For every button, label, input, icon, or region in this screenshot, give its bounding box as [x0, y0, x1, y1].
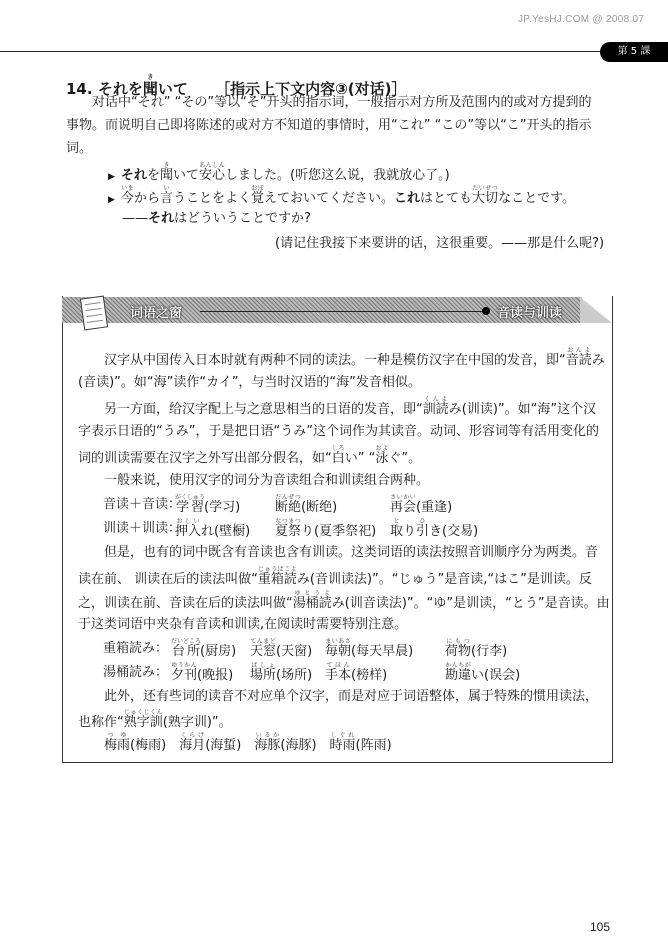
furigana: さいかい: [390, 494, 417, 501]
furigana: い: [159, 185, 173, 192]
reading-combination-row: [103, 494, 603, 516]
text-run: 也称作“: [78, 715, 124, 730]
ruby-word: 重箱読じゅうばこよ: [257, 566, 297, 587]
text-run: (熟字训)”。: [162, 715, 232, 730]
box-paragraph-line: [78, 590, 610, 612]
text-run: (学习): [204, 500, 241, 515]
box-title: 词语之窗: [130, 306, 183, 321]
mixed-reading-row: [103, 638, 603, 660]
furigana: だいどころ: [171, 638, 202, 645]
ruby-word: 梅雨つゆ: [104, 732, 131, 753]
text-run: 读在前、 训读在后的读法叫做“: [78, 572, 258, 587]
text-run: い(误会): [471, 668, 521, 683]
text-run: これ: [394, 191, 421, 206]
text-run: (榜样): [351, 668, 388, 683]
ruby-word: 手本てほん: [325, 662, 352, 683]
ruby-word: 熟字訓じゅくじくん: [123, 709, 163, 730]
furigana: いま: [120, 185, 134, 192]
example-translation: (请记住我接下来要讲的话，这很重要。——那是什么呢?): [275, 236, 605, 251]
text-run: (音读)”。如“海”读作“カイ”，与当时汉语的“海”发音相似。: [78, 374, 421, 390]
word-example: [275, 518, 376, 543]
ruby-word: 夏祭なつまつ: [275, 518, 302, 539]
text-run: 对话中“それ” “その”等以“そ”开头的指示词，一般指示对方所及范围内的或对方提到的: [66, 95, 592, 110]
bullet-arrow-icon: ▶: [108, 172, 115, 182]
text-run: き(交易): [429, 524, 479, 539]
box-paragraph-line: [78, 396, 596, 418]
furigana: てんまど: [250, 638, 277, 645]
section-number: 14.: [66, 80, 93, 98]
furigana: まいあさ: [325, 638, 352, 645]
furigana: にもつ: [445, 638, 472, 645]
text-run: り: [403, 524, 417, 539]
furigana: がくしゅう: [175, 494, 206, 501]
text-run: れ(壁橱): [201, 524, 251, 539]
ruby-word: 海月くらげ: [179, 732, 206, 753]
text-run: 事物。而说明自己即将陈述的或对方不知道的事情时，用“これ” “この”等以“こ”开头的指示: [66, 118, 592, 133]
furigana: あんしん: [198, 162, 225, 169]
ruby-word: 泳およ: [375, 445, 389, 466]
text-run: (晚报): [197, 668, 234, 683]
word-example: [325, 638, 413, 663]
furigana: いるか: [254, 732, 281, 739]
furigana: つゆ: [104, 732, 131, 739]
reading-combination-row: [103, 518, 603, 540]
ruby-word: 学習がくしゅう: [175, 494, 206, 515]
ruby-word: 言い: [159, 185, 173, 206]
furigana: しぐれ: [329, 732, 356, 739]
bullet-arrow-icon: ▶: [108, 195, 115, 205]
word-example: [445, 662, 520, 687]
text-run: はどういうことですか?: [174, 211, 311, 226]
furigana: しろ: [331, 445, 345, 452]
ruby-word: 断絶だんぜつ: [275, 494, 302, 515]
word-example: [390, 518, 478, 543]
box-paragraph-line: [78, 470, 429, 492]
box-paragraph-line: [78, 732, 392, 754]
bullet-dot-icon: [482, 307, 490, 315]
text-run: から: [133, 191, 160, 206]
text-run: ——: [122, 211, 148, 226]
ruby-word: 湯桶読ゆとうよ: [292, 590, 332, 611]
word-example: [175, 518, 250, 543]
text-run: 字表示日语的“うみ”，于是把日语“うみ”这个词作为其读音。动词、形容词等有活用变化的: [78, 423, 599, 439]
furigana: ゆとうよ: [292, 590, 332, 597]
furigana: およ: [375, 445, 389, 452]
example-sentence: [108, 185, 575, 207]
text-run: いて: [172, 168, 199, 183]
text-run: いて: [157, 80, 188, 98]
example-sentence: [108, 162, 450, 184]
furigana: おんよ: [565, 347, 592, 354]
ruby-word: 覚おぼ: [250, 185, 264, 206]
text-run: 一般来说，使用汉字的词分为音读组合和训读组合两种。: [78, 472, 430, 488]
text-run: (重逢): [416, 500, 453, 515]
word-example: [250, 638, 312, 663]
ruby-word: 音読おんよ: [565, 347, 592, 368]
word-example: [275, 494, 337, 519]
text-run: なことです。: [498, 191, 576, 206]
text-run: (天窗): [276, 644, 313, 659]
text-run: み(音训读法)”。“じゅう”是音读,“はこ”是训读。反: [296, 572, 592, 587]
text-run: それを: [97, 80, 143, 98]
text-run: (阵雨): [355, 738, 392, 753]
furigana: おしい: [175, 518, 202, 525]
header-rule: [0, 51, 610, 52]
word-example: [390, 494, 452, 519]
text-run: しました。(听您这么说，我就放心了。): [225, 168, 450, 183]
ruby-word: 台所だいどころ: [171, 638, 202, 659]
ruby-word: 今いま: [120, 185, 134, 206]
ruby-word: 天窓てんまど: [250, 638, 277, 659]
furigana: ゆうかん: [171, 662, 198, 669]
ruby-word: 荷物にもつ: [445, 638, 472, 659]
text-run: 但是，也有的词中既含有音读也含有训读。这类词语的读法按照音训顺序分为两类。音: [78, 545, 599, 560]
lesson-tab: 第 5 課: [600, 42, 668, 62]
furigana: ひ: [416, 518, 430, 525]
page-fold-decoration: [580, 297, 612, 323]
text-run: み: [591, 353, 605, 368]
ruby-word: 勘違かんちが: [445, 662, 472, 683]
band-rule: [200, 311, 485, 312]
text-run: み(训读)”。如“海”这个汉: [448, 402, 597, 417]
furigana: てほん: [325, 662, 352, 669]
ruby-word: 海豚いるか: [254, 732, 281, 753]
box-paragraph-line: [78, 421, 599, 443]
ruby-word: 引ひ: [416, 518, 430, 539]
text-run: 此外，还有些词的读音不对应单个汉字，而是对应于词语整体，属于特殊的惯用读法，: [78, 689, 599, 704]
text-run: (行李): [471, 644, 508, 659]
box-paragraph-line: [78, 566, 592, 588]
furigana: かんちが: [445, 662, 472, 669]
furigana: なつまつ: [275, 518, 302, 525]
text-run: (厨房): [200, 644, 237, 659]
row-label: 重箱読み：: [103, 641, 169, 656]
furigana: おぼ: [250, 185, 264, 192]
box-paragraph-line: [78, 347, 605, 369]
text-run: それ: [120, 168, 147, 183]
furigana: じゅくじくん: [123, 709, 163, 716]
furigana: じゅうばこよ: [257, 566, 297, 573]
word-example: [445, 638, 507, 663]
watermark: JP.YesHJ.COM @ 2008.07: [518, 14, 645, 25]
ruby-word: 白しろ: [331, 445, 345, 466]
box-paragraph-line: [78, 542, 598, 564]
ruby-word: 押入おしい: [175, 518, 202, 539]
paragraph-line: [66, 138, 92, 160]
ruby-word: 聞き: [159, 162, 173, 183]
furigana: ばしょ: [250, 662, 277, 669]
text-run: (海蜇): [205, 738, 255, 753]
box-paragraph-line: [78, 686, 598, 708]
text-run: り(夏季祭祀): [301, 524, 377, 539]
furigana: くんよ: [422, 396, 449, 403]
text-run: うことをよく: [172, 191, 251, 206]
text-run: 词。: [66, 141, 93, 156]
row-label: 湯桶読み：: [103, 665, 169, 680]
text-run: はとても: [420, 191, 473, 206]
text-run: (每天早晨): [351, 644, 414, 659]
text-run: (场所): [276, 668, 313, 683]
word-example: [171, 662, 233, 687]
text-run: ぐ”。: [388, 451, 422, 466]
box-topic: 音读与训读: [497, 306, 563, 321]
furigana: き: [142, 74, 158, 81]
text-run: 另一方面，给汉字配上与之意思相当的日语的发音，即“: [78, 402, 423, 417]
ruby-word: 再会さいかい: [390, 494, 417, 515]
ruby-word: 聞き: [142, 74, 158, 98]
text-run: 之，训读在前、音读在后的读法叫做“: [78, 596, 293, 611]
word-example: [250, 662, 312, 687]
text-run: 汉字从中国传入日本时就有两种不同的读法。一种是模仿汉字在中国的发音，即“: [78, 353, 566, 368]
ruby-word: 大切たいせつ: [472, 185, 499, 206]
example-sentence: [122, 208, 311, 230]
box-paragraph-line: [78, 372, 421, 394]
text-run: (断绝): [301, 500, 338, 515]
box-paragraph-line: [78, 709, 232, 731]
paragraph-line: [66, 92, 592, 114]
notepad-icon: [80, 295, 108, 330]
ruby-word: 安心あんしん: [198, 162, 225, 183]
furigana: くらげ: [179, 732, 206, 739]
text-run: 于这类词语中夹杂有音读和训读,在阅读时需要特别注意。: [78, 617, 408, 632]
text-run: い” “: [344, 451, 376, 466]
text-run: [78, 738, 104, 753]
text-run: (海豚): [280, 738, 330, 753]
ruby-word: 時雨しぐれ: [329, 732, 356, 753]
furigana: き: [159, 162, 173, 169]
box-paragraph-line: [78, 614, 407, 636]
word-example: [175, 494, 240, 519]
row-label: 音读＋音读：: [103, 497, 182, 512]
furigana: たいせつ: [472, 185, 499, 192]
mixed-reading-row: [103, 662, 603, 684]
text-run: えておいてください。: [264, 191, 395, 206]
text-run: を: [146, 168, 160, 183]
furigana: だんぜつ: [275, 494, 302, 501]
ruby-word: 夕刊ゆうかん: [171, 662, 198, 683]
section-tag: ［指示上下文内容③(对话)］: [215, 80, 407, 98]
word-example: [325, 662, 387, 687]
ruby-word: 場所ばしょ: [250, 662, 277, 683]
ruby-word: 取と: [390, 518, 404, 539]
text-run: (梅雨): [130, 738, 180, 753]
page-number: 105: [590, 920, 611, 934]
text-run: み(训音读法)”。“ゆ”是训读，“とう”是音读。由: [331, 596, 610, 611]
furigana: と: [390, 518, 404, 525]
text-run: 词的训读需要在汉字之外写出部分假名，如“: [78, 451, 332, 466]
paragraph-line: [66, 115, 592, 137]
ruby-word: 訓読くんよ: [422, 396, 449, 417]
word-example: [171, 638, 236, 663]
box-paragraph-line: [78, 445, 421, 467]
row-label: 训读＋训读：: [103, 521, 182, 536]
ruby-word: 毎朝まいあさ: [325, 638, 352, 659]
text-run: それ: [148, 211, 175, 226]
